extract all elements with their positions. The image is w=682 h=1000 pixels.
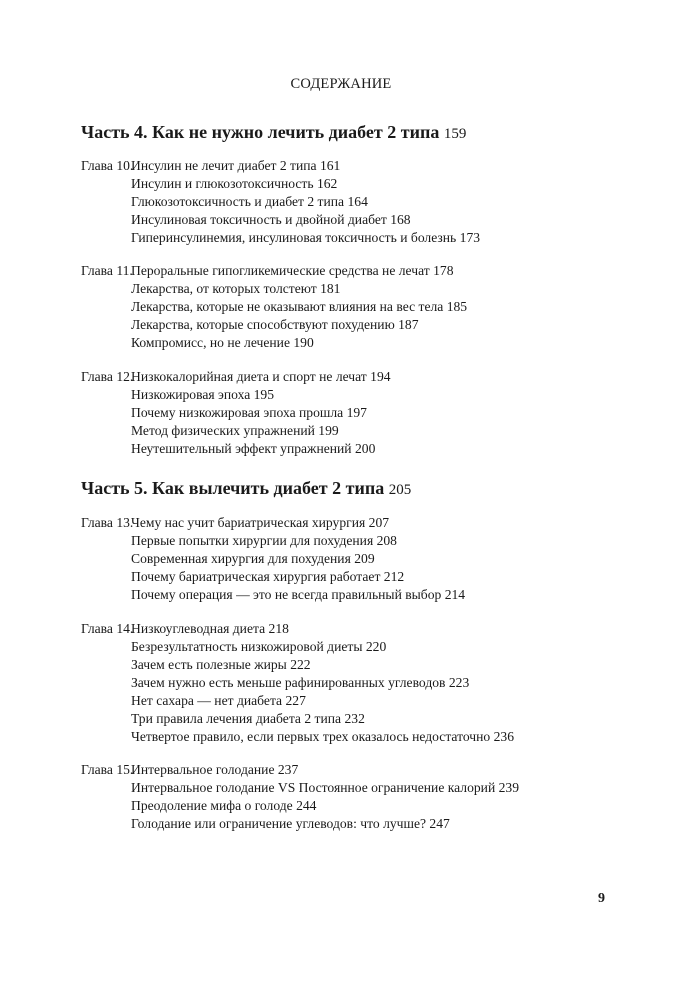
chapter-label: Глава 14. — [81, 621, 134, 636]
toc-item: Компромисс, но не лечение 190 — [131, 335, 314, 350]
chapter-label: Глава 12. — [81, 369, 134, 384]
chapter-entry — [81, 620, 601, 746]
chapter-line — [81, 514, 601, 532]
toc-item: Первые попытки хирургии для похудения 208 — [131, 533, 397, 548]
chapter-line — [81, 368, 601, 386]
chapter-line — [81, 157, 601, 175]
chapter-entry — [81, 514, 601, 604]
chapter-title: Интервальное голодание 237 — [131, 762, 299, 777]
toc-item: Инсулин и глюкозотоксичность 162 — [131, 176, 338, 191]
chapter-label: Глава 13. — [81, 515, 134, 530]
chapter-label: Глава 10. — [81, 158, 134, 173]
chapter-line — [81, 620, 601, 638]
page-number: 9 — [598, 891, 605, 906]
toc-item: Интервальное голодание VS Постоянное ограничение калорий 239 — [131, 780, 520, 795]
part-heading — [81, 122, 466, 143]
toc-item: Инсулиновая токсичность и двойной диабет 168 — [131, 212, 411, 227]
toc-item: Глюкозотоксичность и диабет 2 типа 164 — [131, 194, 368, 209]
toc-item: Безрезультатность низкожировой диеты 220 — [131, 639, 387, 654]
toc-item: Современная хирургия для похудения 209 — [131, 551, 375, 566]
toc-item: Лекарства, которые не оказывают влияния на вес тела 185 — [131, 299, 468, 314]
toc-item: Гиперинсулинемия, инсулиновая токсичность и болезнь 173 — [131, 230, 481, 245]
toc-item: Преодоление мифа о голоде 244 — [131, 798, 317, 813]
chapter-line — [81, 761, 601, 779]
chapter-entry — [81, 368, 601, 458]
chapter-title: Низкоуглеводная диета 218 — [131, 621, 289, 636]
toc-item: Три правила лечения диабета 2 типа 232 — [131, 711, 365, 726]
toc-item: Неутешительный эффект упражнений 200 — [131, 441, 376, 456]
chapter-entry — [81, 262, 601, 352]
chapter-line — [81, 262, 601, 280]
toc-item: Зачем есть полезные жиры 222 — [131, 657, 311, 672]
toc-item: Низкожировая эпоха 195 — [131, 387, 275, 402]
chapter-title: Чему нас учит бариатрическая хирургия 207 — [131, 515, 390, 530]
toc-item: Четвертое правило, если первых трех оказалось недостаточно 236 — [131, 729, 515, 744]
chapter-label: Глава 11. — [81, 263, 133, 278]
part-title: Часть 5. Как вылечить диабет 2 типа — [81, 478, 385, 498]
toc-item: Лекарства, от которых толстеют 181 — [131, 281, 341, 296]
chapter-title: Инсулин не лечит диабет 2 типа 161 — [131, 158, 341, 173]
toc-item: Голодание или ограничение углеводов: что лучше? 247 — [131, 816, 450, 831]
part-title: Часть 4. Как не нужно лечить диабет 2 типа — [81, 122, 440, 142]
toc-item: Метод физических упражнений 199 — [131, 423, 339, 438]
part-page-number: 205 — [388, 482, 412, 498]
part-page-number: 159 — [443, 126, 467, 142]
page-title: СОДЕРЖАНИЕ — [290, 76, 392, 92]
toc-item: Почему операция — это не всегда правильный выбор 214 — [131, 587, 466, 602]
chapter-entry — [81, 761, 601, 833]
toc-item: Зачем нужно есть меньше рафинированных углеводов 223 — [131, 675, 470, 690]
toc-item: Почему низкожировая эпоха прошла 197 — [131, 405, 367, 420]
chapter-label: Глава 15. — [81, 762, 134, 777]
chapter-entry — [81, 157, 601, 247]
toc-item: Нет сахара — нет диабета 227 — [131, 693, 306, 708]
chapter-title: Низкокалорийная диета и спорт не лечат 194 — [131, 369, 391, 384]
toc-item: Лекарства, которые способствуют похудению 187 — [131, 317, 419, 332]
part-heading — [81, 478, 411, 499]
chapter-title: Пероральные гипогликемические средства не лечат 178 — [131, 263, 454, 278]
toc-item: Почему бариатрическая хирургия работает 212 — [131, 569, 405, 584]
